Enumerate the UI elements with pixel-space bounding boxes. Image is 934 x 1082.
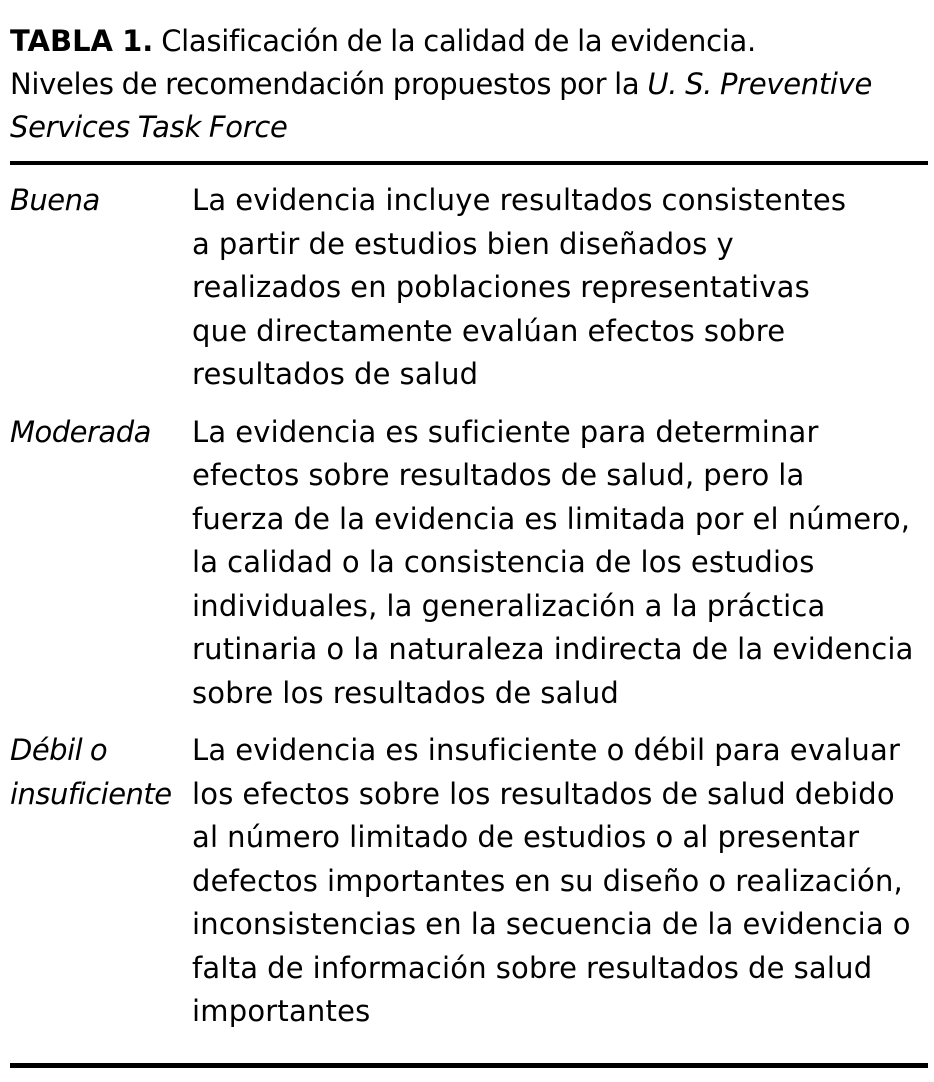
table-caption — [10, 0, 924, 149]
description-line: importantes — [192, 994, 371, 1028]
row-term-line-2: insuficiente — [10, 776, 172, 811]
table-label: TABLA 1. — [10, 24, 154, 58]
caption-text-regular: Niveles de recomendación propuestos por la — [10, 67, 648, 101]
description-line: a partir de estudios bien diseñados y — [192, 226, 734, 261]
description-line: efectos sobre resultados de salud, pero la — [192, 458, 805, 492]
caption-line-2 — [10, 63, 924, 106]
table-row-moderada — [10, 411, 924, 716]
description-line: defectos importantes en su diseño o realización, — [192, 863, 903, 898]
description-line: La evidencia es suficiente para determinar — [192, 414, 819, 449]
description-line: al número limitado de estudios o al presentar — [192, 820, 860, 854]
table-top-rule — [10, 161, 928, 165]
row-description — [192, 179, 924, 397]
table-row-buena — [10, 179, 924, 397]
caption-line-3: Services Task Force — [10, 110, 288, 144]
caption-title: Clasificación de la calidad de la evidencia. — [161, 24, 756, 58]
description-line: falta de información sobre resultados de salud — [192, 950, 873, 985]
description-line: individuales, la generalización a la práctica — [192, 588, 826, 623]
caption-line-1 — [10, 20, 924, 63]
description-line: fuerza de la evidencia es limitada por el número, — [192, 501, 911, 536]
description-line: que directamente evalúan efectos sobre — [192, 313, 786, 348]
table-row-debil — [10, 729, 924, 1034]
row-term — [10, 729, 192, 816]
description-line: inconsistencias en la secuencia de la evidencia o — [192, 907, 911, 941]
description-line: realizados en poblaciones representativas — [192, 270, 810, 304]
description-line: la calidad o la consistencia de los estudios — [192, 545, 815, 579]
row-term-line-1: Débil o — [10, 733, 108, 767]
description-line: resultados de salud — [192, 357, 479, 391]
row-term: Buena — [10, 183, 100, 217]
caption-source-italic: U. S. Preventive — [647, 67, 873, 101]
description-line: La evidencia incluye resultados consistentes — [192, 183, 847, 217]
row-description — [192, 411, 924, 716]
description-line: sobre los resultados de salud — [192, 675, 620, 710]
row-term: Moderada — [10, 414, 151, 449]
table-bottom-rule — [10, 1063, 928, 1068]
row-description — [192, 729, 924, 1034]
description-line: los efectos sobre los resultados de salud debido — [192, 776, 895, 811]
table-body — [10, 179, 924, 1034]
description-line: rutinaria o la naturaleza indirecta de la evidencia — [192, 632, 914, 666]
description-line: La evidencia es insuficiente o débil para evaluar — [192, 733, 901, 767]
